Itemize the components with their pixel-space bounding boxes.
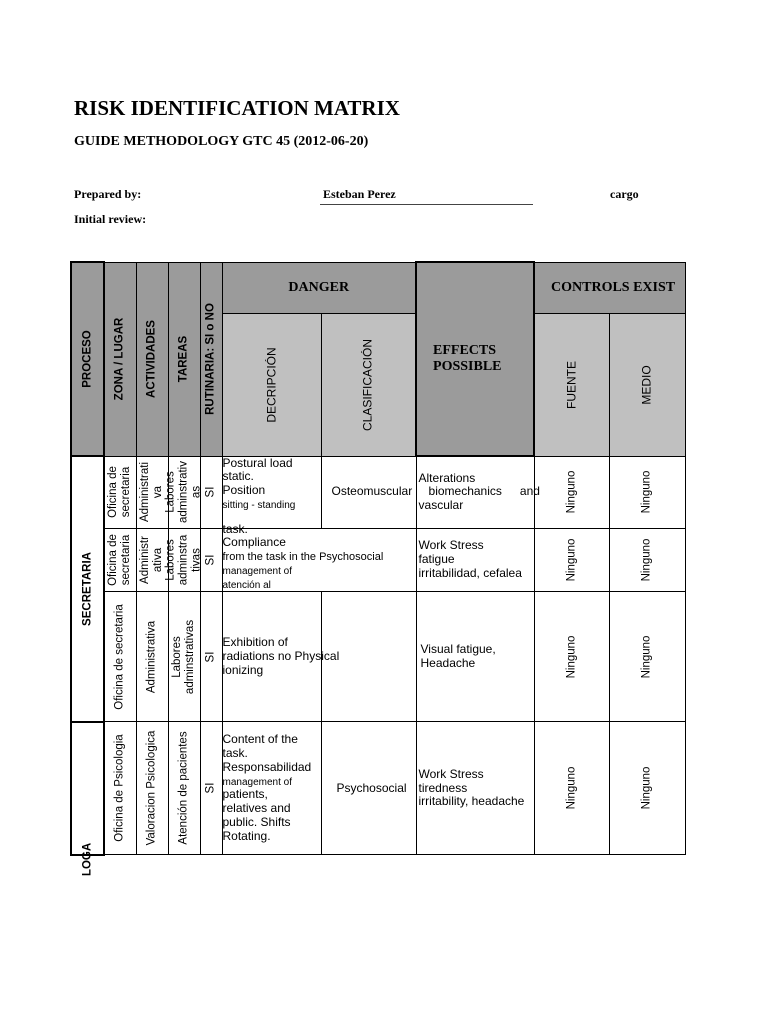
header-actividades: ACTIVIDADES: [136, 262, 168, 456]
table-row: [71, 456, 685, 528]
fuente-cell: Ninguno: [534, 456, 609, 528]
actividad-cell: Administrati va: [136, 456, 168, 528]
header-tareas: TAREAS: [168, 262, 200, 456]
header-effects-line-2: POSSIBLE: [433, 359, 502, 374]
zona-cell: Oficina de secretaria: [104, 528, 136, 592]
fuente-cell: Ninguno: [534, 592, 609, 722]
rutinaria-cell: SI: [200, 456, 222, 528]
group-psicologia: LOGA: [71, 722, 104, 855]
header-controls: CONTROLS EXIST: [534, 262, 685, 313]
actividad-cell: Valoracion Psicologica: [136, 722, 168, 855]
tarea-cell: Atención de pacientes: [168, 722, 200, 855]
header-danger: DANGER: [222, 262, 416, 313]
header-proceso: PROCESO: [71, 262, 104, 456]
medio-cell: Ninguno: [609, 722, 685, 855]
document-title: RISK IDENTIFICATION MATRIX: [74, 96, 400, 120]
medio-cell: Ninguno: [609, 528, 685, 592]
header-clasificacion: CLASIFICACIÓN: [321, 313, 416, 456]
descripcion-cell: Postural load static. Position sitting - standing: [222, 456, 321, 528]
medio-cell: Ninguno: [609, 456, 685, 528]
effects-cell: Visual fatigue, Headache: [416, 592, 534, 722]
clasificacion-cell: Osteomuscular: [321, 456, 416, 528]
descripcion-cell: task. Compliance from the task in the Psychosocial management of atención al: [222, 528, 416, 592]
header-decripcion: DECRIPCIÓN: [222, 313, 321, 456]
actividad-cell: Administrativa: [136, 592, 168, 722]
initial-review-label: Initial review:: [74, 212, 147, 226]
header-zona: ZONA / LUGAR: [104, 262, 136, 456]
header-effects: [416, 262, 534, 456]
header-row-1: [71, 262, 685, 313]
effects-cell: Work Stress tiredness irritability, headache: [416, 722, 534, 855]
descripcion-cell: Content of the task. Responsabilidad management of patients, relatives and public. Shifts Rotating.: [222, 722, 321, 855]
clasificacion-cell: Psychosocial: [321, 722, 416, 855]
table-row: [71, 528, 685, 592]
tarea-cell: Labores adminstrativ as: [168, 456, 200, 528]
header-effects-line-1: EFFECTS: [433, 343, 497, 358]
rutinaria-cell: SI: [200, 722, 222, 855]
rutinaria-cell: SI: [200, 528, 222, 592]
group-secretaria: SECRETARIA: [71, 456, 104, 722]
document-subtitle: GUIDE METHODOLOGY GTC 45 (2012-06-20): [74, 134, 369, 149]
table-row: [71, 722, 685, 855]
actividad-cell: Administr ativa: [136, 528, 168, 592]
tarea-cell: Labores adminstra tivas: [168, 528, 200, 592]
effects-cell: Alterations biomechanics and vascular: [416, 456, 534, 528]
fuente-cell: Ninguno: [534, 722, 609, 855]
fuente-cell: Ninguno: [534, 528, 609, 592]
risk-matrix-table: [70, 261, 686, 877]
prepared-by-value: Esteban Perez: [323, 187, 396, 201]
table-row: [71, 592, 685, 722]
effects-cell: Work Stress fatigue irritabilidad, cefalea: [416, 528, 534, 592]
risk-matrix: [70, 261, 684, 877]
descripcion-cell: Exhibition of radiations no Physical ionizing: [222, 592, 321, 722]
header-rutinaria: RUTINARIA: SI o NO: [200, 262, 222, 456]
zona-cell: Oficina de secretaria: [104, 592, 136, 722]
header-medio: MEDIO: [609, 313, 685, 456]
rutinaria-cell: SI: [200, 592, 222, 722]
medio-cell: Ninguno: [609, 592, 685, 722]
prepared-by-label: Prepared by:: [74, 187, 142, 201]
cargo-label: cargo: [610, 187, 639, 201]
zona-cell: Oficina de Psicologia: [104, 722, 136, 855]
signature-line: [320, 204, 533, 205]
tarea-cell: Labores adminstrativas: [168, 592, 200, 722]
zona-cell: Oficina de secretaria: [104, 456, 136, 528]
header-fuente: FUENTE: [534, 313, 609, 456]
